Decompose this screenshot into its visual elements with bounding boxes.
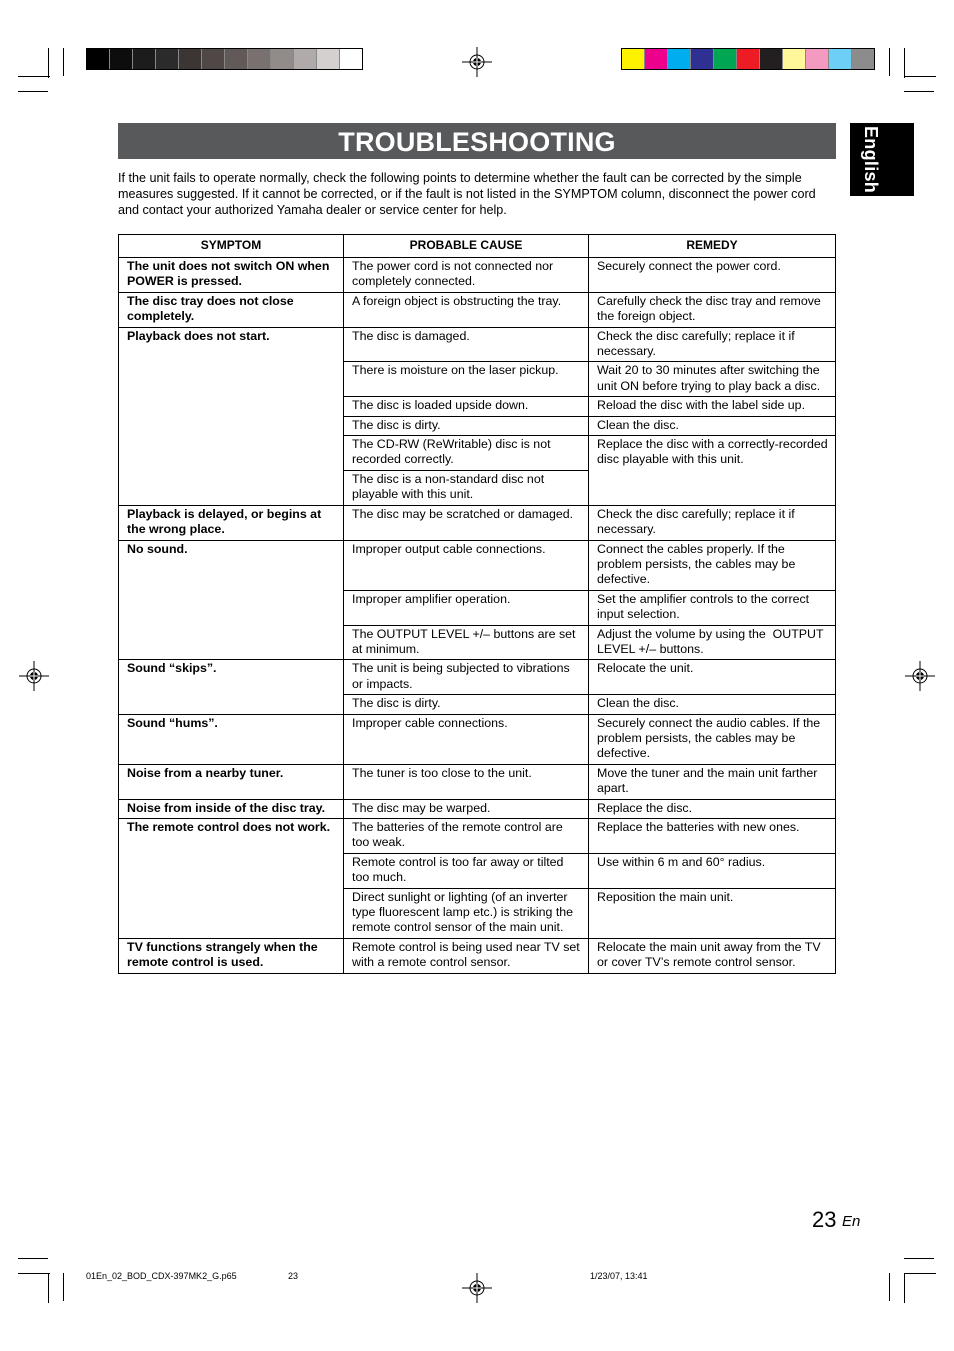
symptom-cell: Noise from inside of the disc tray.: [119, 799, 344, 818]
crop-mark: [18, 1273, 50, 1274]
crop-mark: [904, 1258, 934, 1259]
remedy-cell: Wait 20 to 30 minutes after switching the unit ON before trying to play back a disc.: [589, 362, 836, 397]
crop-mark: [904, 1273, 936, 1274]
remedy-cell: Clean the disc.: [589, 695, 836, 714]
language-tab: [850, 123, 914, 196]
color-swatch: [340, 49, 362, 69]
remedy-cell: Replace the disc with a correctly-recorded disc playable with this unit.: [589, 436, 836, 506]
table-row: [119, 505, 836, 540]
cause-cell: The disc is damaged.: [344, 327, 589, 362]
table-row: [119, 714, 836, 764]
color-swatch: [110, 49, 133, 69]
crop-mark: [18, 91, 48, 92]
color-swatch: [317, 49, 340, 69]
page-title: TROUBLESHOOTING: [338, 127, 616, 157]
registration-mark-icon: [462, 47, 492, 77]
footer-page: 23: [288, 1271, 299, 1281]
column-header-remedy: REMEDY: [589, 235, 836, 258]
crop-mark: [904, 48, 905, 78]
color-swatch: [714, 49, 737, 69]
table-row: [119, 327, 836, 362]
table-row: [119, 938, 836, 973]
color-swatch: [806, 49, 829, 69]
table-header-row: [119, 235, 836, 258]
cause-cell: The batteries of the remote control are too weak.: [344, 819, 589, 854]
color-swatch: [783, 49, 806, 69]
color-calibration-bar: [621, 48, 875, 70]
remedy-cell: Reposition the main unit.: [589, 888, 836, 938]
symptom-cell: The unit does not switch ON when POWER is pressed.: [119, 258, 344, 293]
remedy-cell: Check the disc carefully; replace it if necessary.: [589, 327, 836, 362]
remedy-cell: Check the disc carefully; replace it if necessary.: [589, 505, 836, 540]
cause-cell: The disc is a non-standard disc not playable with this unit.: [344, 470, 589, 505]
page-number: 23: [812, 1207, 837, 1232]
remedy-cell: Securely connect the audio cables. If the problem persists, the cables may be defective.: [589, 714, 836, 764]
color-swatch: [294, 49, 317, 69]
remedy-cell: Replace the disc.: [589, 799, 836, 818]
remedy-cell: Use within 6 m and 60° radius.: [589, 853, 836, 888]
cause-cell: The unit is being subjected to vibrations or impacts.: [344, 660, 589, 695]
table-row: [119, 540, 836, 590]
remedy-cell: Connect the cables properly. If the problem persists, the cables may be defective.: [589, 540, 836, 590]
table-row: [119, 799, 836, 818]
cause-cell: Improper cable connections.: [344, 714, 589, 764]
table-row: [119, 764, 836, 799]
color-swatch: [202, 49, 225, 69]
footer-timestamp: 1/23/07, 13:41: [590, 1271, 648, 1281]
table-row: [119, 292, 836, 327]
table-row: [119, 819, 836, 854]
column-header-symptom: SYMPTOM: [119, 235, 344, 258]
cause-cell: Remote control is too far away or tilted too much.: [344, 853, 589, 888]
remedy-cell: Adjust the volume by using the OUTPUT LEVEL +/– buttons.: [589, 625, 836, 660]
symptom-cell: TV functions strangely when the remote control is used.: [119, 938, 344, 973]
troubleshooting-table: [118, 234, 836, 974]
color-swatch: [87, 49, 110, 69]
color-swatch: [691, 49, 714, 69]
crop-mark: [889, 48, 890, 76]
title-band: [118, 123, 836, 159]
symptom-cell: Sound “skips”.: [119, 660, 344, 714]
color-swatch: [225, 49, 248, 69]
color-swatch: [829, 49, 852, 69]
cause-cell: A foreign object is obstructing the tray.: [344, 292, 589, 327]
cause-cell: The tuner is too close to the unit.: [344, 764, 589, 799]
crop-mark: [889, 1273, 890, 1301]
registration-mark-icon: [19, 661, 49, 691]
color-swatch: [156, 49, 179, 69]
crop-mark: [48, 48, 49, 78]
remedy-cell: Reload the disc with the label side up.: [589, 397, 836, 416]
crop-mark: [63, 48, 64, 76]
symptom-cell: No sound.: [119, 540, 344, 660]
symptom-cell: The remote control does not work.: [119, 819, 344, 939]
table-row: [119, 258, 836, 293]
color-swatch: [271, 49, 294, 69]
grayscale-calibration-bar: [86, 48, 363, 70]
symptom-cell: Sound “hums”.: [119, 714, 344, 764]
cause-cell: The disc may be scratched or damaged.: [344, 505, 589, 540]
footer-file-name: 01En_02_BOD_CDX-397MK2_G.p65: [86, 1271, 237, 1281]
remedy-cell: Replace the batteries with new ones.: [589, 819, 836, 854]
cause-cell: The OUTPUT LEVEL +/– buttons are set at minimum.: [344, 625, 589, 660]
cause-cell: Improper output cable connections.: [344, 540, 589, 590]
remedy-cell: Set the amplifier controls to the correct input selection.: [589, 590, 836, 625]
cause-cell: Remote control is being used near TV set with a remote control sensor.: [344, 938, 589, 973]
crop-mark: [48, 1273, 49, 1303]
crop-mark: [18, 1258, 48, 1259]
intro-paragraph: If the unit fails to operate normally, check the following points to determine whether the fault can be corrected by the simple measures suggested. If it cannot be corrected, or if the fault is not listed in the SYMPTOM column, disconnect the power cord and contact your authorized Yamaha dealer or service center for help.: [118, 171, 816, 217]
column-header-cause: PROBABLE CAUSE: [344, 235, 589, 258]
symptom-cell: Playback is delayed, or begins at the wrong place.: [119, 505, 344, 540]
remedy-cell: Carefully check the disc tray and remove the foreign object.: [589, 292, 836, 327]
crop-mark: [18, 76, 50, 77]
color-swatch: [179, 49, 202, 69]
crop-mark: [63, 1273, 64, 1301]
table-row: [119, 660, 836, 695]
color-swatch: [760, 49, 783, 69]
language-tab-label: English: [861, 126, 881, 194]
color-swatch: [852, 49, 874, 69]
cause-cell: The CD-RW (ReWritable) disc is not recorded correctly.: [344, 436, 589, 471]
color-swatch: [668, 49, 691, 69]
page-number-suffix: En: [842, 1213, 861, 1230]
symptom-cell: Playback does not start.: [119, 327, 344, 505]
cause-cell: The disc is dirty.: [344, 416, 589, 435]
color-swatch: [133, 49, 156, 69]
color-swatch: [737, 49, 760, 69]
remedy-cell: Relocate the main unit away from the TV or cover TV’s remote control sensor.: [589, 938, 836, 973]
remedy-cell: Move the tuner and the main unit farther apart.: [589, 764, 836, 799]
crop-mark: [904, 91, 934, 92]
crop-mark: [904, 76, 936, 77]
remedy-cell: Securely connect the power cord.: [589, 258, 836, 293]
remedy-cell: Relocate the unit.: [589, 660, 836, 695]
color-swatch: [248, 49, 271, 69]
cause-cell: The power cord is not connected nor completely connected.: [344, 258, 589, 293]
crop-mark: [904, 1273, 905, 1303]
cause-cell: The disc may be warped.: [344, 799, 589, 818]
symptom-cell: The disc tray does not close completely.: [119, 292, 344, 327]
cause-cell: The disc is dirty.: [344, 695, 589, 714]
cause-cell: The disc is loaded upside down.: [344, 397, 589, 416]
color-swatch: [645, 49, 668, 69]
cause-cell: There is moisture on the laser pickup.: [344, 362, 589, 397]
remedy-cell: Clean the disc.: [589, 416, 836, 435]
registration-mark-icon: [905, 661, 935, 691]
registration-mark-icon: [462, 1273, 492, 1303]
cause-cell: Direct sunlight or lighting (of an inverter type fluorescent lamp etc.) is striking the remote control sensor of the main unit.: [344, 888, 589, 938]
color-swatch: [622, 49, 645, 69]
symptom-cell: Noise from a nearby tuner.: [119, 764, 344, 799]
cause-cell: Improper amplifier operation.: [344, 590, 589, 625]
